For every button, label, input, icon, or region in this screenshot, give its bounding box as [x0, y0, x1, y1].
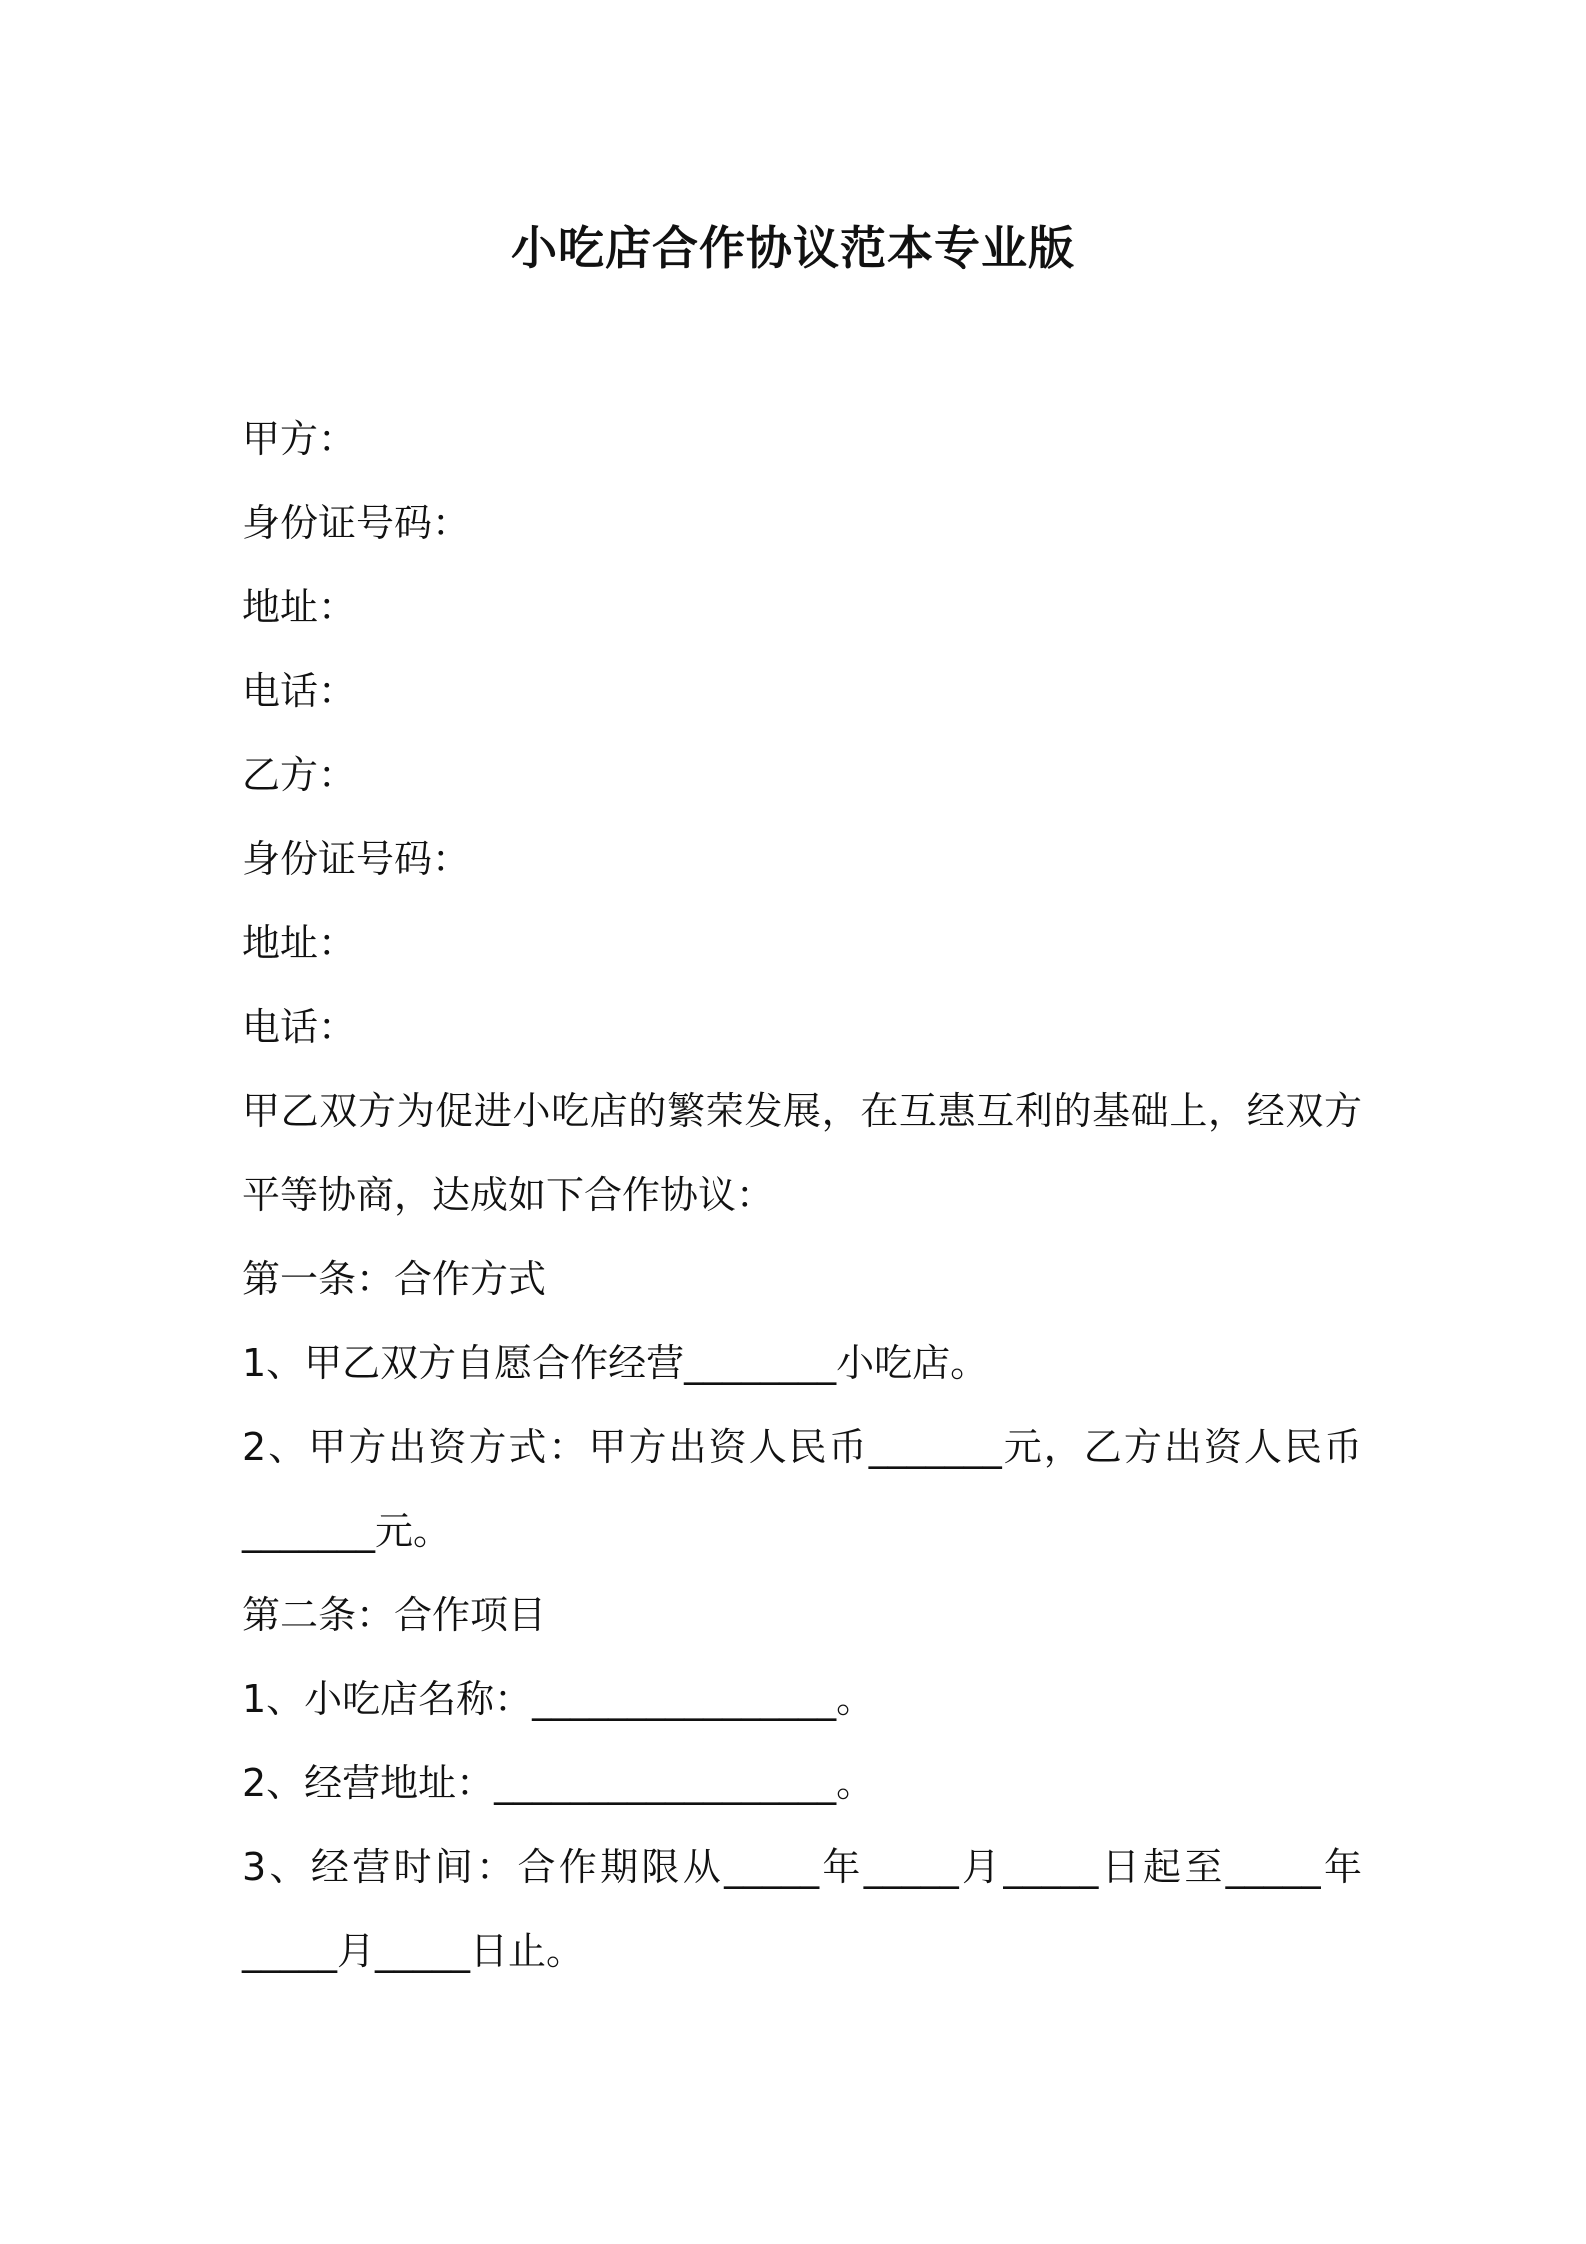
- party-a-address-label: 地址：: [242, 585, 357, 629]
- party-a-id-label: 身份证号码：: [242, 501, 471, 545]
- party-a-label: 甲方：: [242, 417, 357, 461]
- document-body: [242, 397, 1362, 1993]
- article-2-item-2: 2、经营地址：__________________。: [242, 1761, 875, 1805]
- party-b-address-label: 地址：: [242, 921, 357, 965]
- preamble-paragraph: 甲乙双方为促进小吃店的繁荣发展，在互惠互利的基础上，经双方平等协商，达成如下合作协议：: [242, 1089, 1362, 1217]
- article-2-item-3: 3、经营时间：合作期限从_____年_____月_____日起至_____年_____月_____日止。: [242, 1845, 1362, 1973]
- article-2-heading: 第二条：合作项目: [242, 1593, 547, 1637]
- party-b-id-label: 身份证号码：: [242, 837, 471, 881]
- article-1-heading: 第一条：合作方式: [242, 1257, 547, 1301]
- article-1-item-2: 2、甲方出资方式：甲方出资人民币_______元，乙方出资人民币_______元。: [242, 1425, 1362, 1553]
- party-b-phone-label: 电话：: [242, 1005, 357, 1049]
- article-2-item-1: 1、小吃店名称：________________。: [242, 1677, 875, 1721]
- article-1-item-1: 1、甲乙双方自愿合作经营________小吃店。: [242, 1341, 989, 1385]
- document-title: 小吃店合作协议范本专业版: [511, 221, 1075, 275]
- party-b-label: 乙方：: [242, 753, 357, 797]
- party-a-phone-label: 电话：: [242, 669, 357, 713]
